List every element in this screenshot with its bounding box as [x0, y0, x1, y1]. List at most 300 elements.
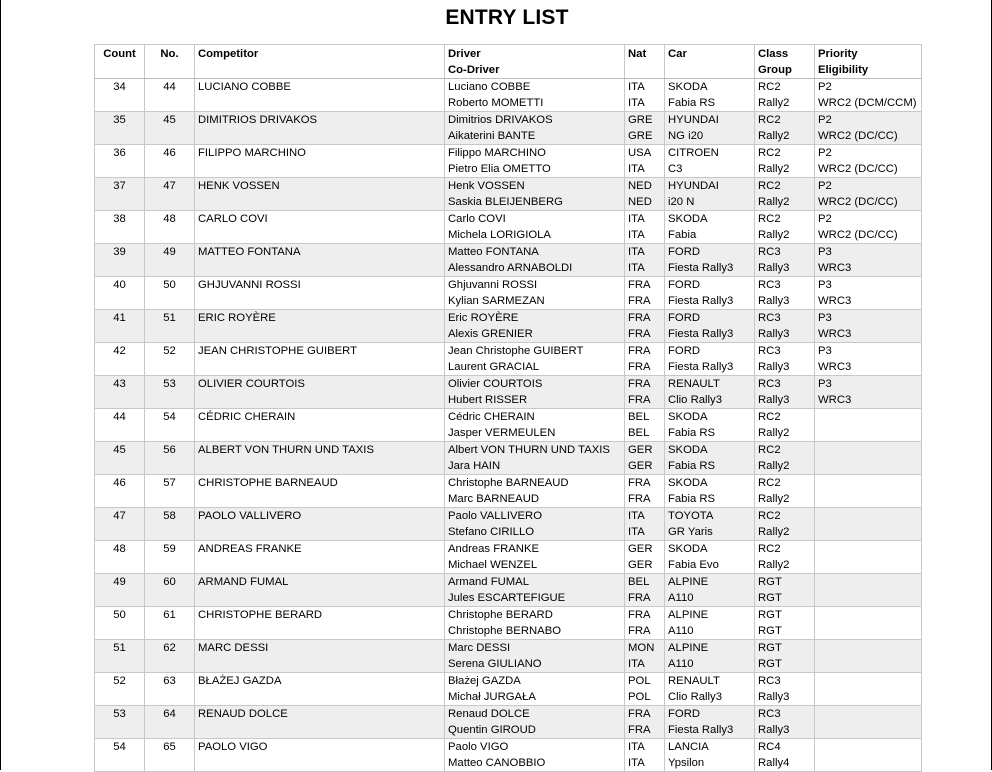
driver-nationality: FRA	[628, 477, 651, 489]
crew-cell	[445, 574, 625, 607]
number-cell	[145, 277, 195, 310]
codriver-nationality: FRA	[628, 294, 651, 307]
table-row	[95, 541, 922, 574]
competitor-name: ALBERT VON THURN UND TAXIS	[198, 444, 374, 456]
count-value: 45	[113, 444, 126, 456]
group-value: Rally2	[758, 558, 790, 571]
driver-nationality: FRA	[628, 312, 651, 324]
codriver-nationality: ITA	[628, 228, 645, 241]
codriver-nationality: BEL	[628, 426, 650, 439]
class-cell	[755, 244, 815, 277]
car-make: TOYOTA	[668, 510, 714, 522]
competitor-name: LUCIANO COBBE	[198, 81, 291, 93]
car-cell	[665, 574, 755, 607]
priority-cell	[815, 277, 922, 310]
codriver-name: Alessandro ARNABOLDI	[448, 261, 573, 274]
car-cell	[665, 310, 755, 343]
car-number: 56	[163, 444, 176, 456]
count-value: 36	[113, 147, 126, 159]
class-value: RC2	[758, 114, 781, 126]
competitor-cell	[195, 277, 445, 310]
count-value: 53	[113, 708, 126, 720]
page-title: ENTRY LIST	[445, 6, 569, 29]
driver-nationality: FRA	[628, 609, 651, 621]
group-value: Rally3	[758, 723, 790, 736]
count-value: 37	[113, 180, 126, 192]
priority-cell	[815, 508, 922, 541]
competitor-cell	[195, 343, 445, 376]
competitor-cell	[195, 673, 445, 706]
class-cell	[755, 145, 815, 178]
car-cell	[665, 739, 755, 772]
car-model: A110	[668, 624, 694, 637]
codriver-name: Laurent GRACIAL	[448, 360, 540, 373]
driver-name: Luciano COBBE	[448, 81, 531, 93]
priority-cell	[815, 145, 922, 178]
car-number: 61	[163, 609, 176, 621]
driver-nationality: FRA	[628, 378, 651, 390]
competitor-name: ANDREAS FRANKE	[198, 543, 302, 555]
codriver-nationality: ITA	[628, 162, 645, 175]
car-make: ALPINE	[668, 642, 709, 654]
car-number: 62	[163, 642, 176, 654]
priority-cell	[815, 640, 922, 673]
nat-cell	[625, 640, 665, 673]
count-cell	[95, 211, 145, 244]
driver-name: Marc DESSI	[448, 642, 511, 654]
priority-cell	[815, 211, 922, 244]
class-value: RC3	[758, 345, 781, 357]
count-cell	[95, 79, 145, 112]
nat-cell	[625, 244, 665, 277]
car-model: NG i20	[668, 129, 704, 142]
competitor-cell	[195, 640, 445, 673]
competitor-name: CHRISTOPHE BARNEAUD	[198, 477, 338, 489]
driver-nationality: GER	[628, 543, 653, 555]
driver-nationality: MON	[628, 642, 655, 654]
class-cell	[755, 706, 815, 739]
priority-cell	[815, 178, 922, 211]
class-cell	[755, 607, 815, 640]
driver-nationality: GER	[628, 444, 653, 456]
class-value: RC2	[758, 411, 781, 423]
count-value: 54	[113, 741, 126, 753]
driver-nationality: ITA	[628, 213, 645, 225]
car-cell	[665, 508, 755, 541]
group-value: Rally3	[758, 393, 790, 406]
nat-cell	[625, 442, 665, 475]
header-car: Car	[665, 45, 755, 79]
nat-cell	[625, 277, 665, 310]
competitor-name: CHRISTOPHE BERARD	[198, 609, 323, 621]
table-row	[95, 607, 922, 640]
driver-name: Błażej GAZDA	[448, 675, 521, 687]
number-cell	[145, 178, 195, 211]
class-cell	[755, 673, 815, 706]
number-cell	[145, 310, 195, 343]
competitor-cell	[195, 409, 445, 442]
count-value: 52	[113, 675, 126, 687]
header-priority-eligibility	[815, 45, 922, 79]
count-value: 40	[113, 279, 126, 291]
competitor-cell	[195, 607, 445, 640]
car-number: 59	[163, 543, 176, 555]
class-value: RC3	[758, 378, 781, 390]
driver-name: Eric ROYÈRE	[448, 312, 519, 324]
count-cell	[95, 145, 145, 178]
car-make: ALPINE	[668, 576, 709, 588]
class-cell	[755, 442, 815, 475]
codriver-nationality: NED	[628, 195, 652, 208]
car-model: Fabia	[668, 228, 697, 241]
number-cell	[145, 673, 195, 706]
codriver-nationality: ITA	[628, 657, 645, 670]
crew-cell	[445, 706, 625, 739]
driver-name: Ghjuvanni ROSSI	[448, 279, 538, 291]
header-class-group	[755, 45, 815, 79]
eligibility-value: WRC3	[818, 294, 852, 307]
driver-nationality: BEL	[628, 576, 650, 588]
number-cell	[145, 640, 195, 673]
car-model: Fiesta Rally3	[668, 360, 734, 373]
table-row	[95, 574, 922, 607]
competitor-name: HENK VOSSEN	[198, 180, 280, 192]
car-cell	[665, 541, 755, 574]
header-codriver: Co-Driver	[448, 63, 500, 76]
count-value: 43	[113, 378, 126, 390]
codriver-name: Aikaterini BANTE	[448, 129, 536, 142]
driver-nationality: FRA	[628, 708, 651, 720]
driver-name: Armand FUMAL	[448, 576, 529, 588]
number-cell	[145, 739, 195, 772]
number-cell	[145, 508, 195, 541]
driver-nationality: USA	[628, 147, 652, 159]
table-row	[95, 178, 922, 211]
crew-cell	[445, 145, 625, 178]
number-cell	[145, 706, 195, 739]
codriver-name: Jara HAIN	[448, 459, 501, 472]
car-cell	[665, 211, 755, 244]
count-cell	[95, 673, 145, 706]
group-value: RGT	[758, 591, 782, 604]
table-row	[95, 640, 922, 673]
table-header-row	[95, 45, 922, 79]
nat-cell	[625, 607, 665, 640]
eligibility-value: WRC3	[818, 393, 852, 406]
nat-cell	[625, 343, 665, 376]
number-cell	[145, 145, 195, 178]
count-value: 38	[113, 213, 126, 225]
car-cell	[665, 277, 755, 310]
count-cell	[95, 541, 145, 574]
count-cell	[95, 376, 145, 409]
count-value: 47	[113, 510, 126, 522]
codriver-name: Pietro Elia OMETTO	[448, 162, 551, 175]
class-cell	[755, 574, 815, 607]
nat-cell	[625, 409, 665, 442]
codriver-name: Michael WENZEL	[448, 558, 538, 571]
group-value: Rally3	[758, 360, 790, 373]
count-cell	[95, 409, 145, 442]
car-model: A110	[668, 657, 694, 670]
car-make: CITROEN	[668, 147, 719, 159]
eligibility-value: WRC2 (DC/CC)	[818, 195, 898, 208]
codriver-nationality: ITA	[628, 525, 645, 538]
crew-cell	[445, 376, 625, 409]
car-make: SKODA	[668, 81, 708, 93]
count-cell	[95, 607, 145, 640]
car-number: 49	[163, 246, 176, 258]
codriver-name: Michał JURGAŁA	[448, 690, 536, 703]
table-row	[95, 244, 922, 277]
priority-cell	[815, 244, 922, 277]
crew-cell	[445, 673, 625, 706]
car-cell	[665, 409, 755, 442]
count-value: 51	[113, 642, 126, 654]
table-row	[95, 277, 922, 310]
group-value: Rally2	[758, 426, 790, 439]
driver-name: Carlo COVI	[448, 213, 506, 225]
nat-cell	[625, 706, 665, 739]
car-model: Clio Rally3	[668, 393, 722, 406]
class-cell	[755, 79, 815, 112]
class-cell	[755, 409, 815, 442]
group-value: Rally2	[758, 129, 790, 142]
competitor-name: CÉDRIC CHERAIN	[198, 411, 296, 423]
codriver-nationality: FRA	[628, 624, 651, 637]
driver-nationality: NED	[628, 180, 652, 192]
group-value: Rally3	[758, 327, 790, 340]
car-model: Fabia RS	[668, 426, 716, 439]
table-row	[95, 343, 922, 376]
driver-name: Christophe BARNEAUD	[448, 477, 569, 489]
codriver-nationality: FRA	[628, 360, 651, 373]
priority-cell	[815, 706, 922, 739]
car-number: 65	[163, 741, 176, 753]
car-make: FORD	[668, 246, 701, 258]
nat-cell	[625, 145, 665, 178]
competitor-name: GHJUVANNI ROSSI	[198, 279, 301, 291]
priority-value: P3	[818, 246, 832, 258]
driver-name: Paolo VIGO	[448, 741, 509, 753]
group-value: Rally2	[758, 228, 790, 241]
competitor-name: FILIPPO MARCHINO	[198, 147, 306, 159]
driver-name: Jean Christophe GUIBERT	[448, 345, 584, 357]
priority-cell	[815, 310, 922, 343]
class-cell	[755, 112, 815, 145]
priority-cell	[815, 673, 922, 706]
codriver-name: Christophe BERNABO	[448, 624, 562, 637]
car-number: 64	[163, 708, 176, 720]
car-model: Ypsilon	[668, 756, 705, 769]
table-row	[95, 739, 922, 772]
table-row	[95, 442, 922, 475]
nat-cell	[625, 376, 665, 409]
eligibility-value: WRC2 (DC/CC)	[818, 129, 898, 142]
codriver-name: Roberto MOMETTI	[448, 96, 544, 109]
car-number: 53	[163, 378, 176, 390]
crew-cell	[445, 475, 625, 508]
competitor-cell	[195, 178, 445, 211]
codriver-nationality: FRA	[628, 492, 651, 505]
codriver-nationality: FRA	[628, 591, 651, 604]
table-row	[95, 112, 922, 145]
class-value: RC2	[758, 543, 781, 555]
codriver-name: Serena GIULIANO	[448, 657, 542, 670]
codriver-nationality: POL	[628, 690, 651, 703]
car-model: Fiesta Rally3	[668, 261, 734, 274]
car-number: 57	[163, 477, 176, 489]
crew-cell	[445, 640, 625, 673]
crew-cell	[445, 112, 625, 145]
priority-cell	[815, 475, 922, 508]
car-model: A110	[668, 591, 694, 604]
count-value: 48	[113, 543, 126, 555]
class-cell	[755, 343, 815, 376]
count-value: 39	[113, 246, 126, 258]
competitor-cell	[195, 376, 445, 409]
count-value: 49	[113, 576, 126, 588]
class-value: RC2	[758, 477, 781, 489]
table-row	[95, 376, 922, 409]
nat-cell	[625, 112, 665, 145]
competitor-name: MARC DESSI	[198, 642, 269, 654]
car-make: SKODA	[668, 543, 708, 555]
car-number: 48	[163, 213, 176, 225]
codriver-name: Hubert RISSER	[448, 393, 528, 406]
driver-name: Paolo VALLIVERO	[448, 510, 542, 522]
driver-nationality: GRE	[628, 114, 653, 126]
eligibility-value: WRC2 (DCM/CCM)	[818, 96, 917, 109]
count-cell	[95, 574, 145, 607]
codriver-nationality: FRA	[628, 723, 651, 736]
eligibility-value: WRC2 (DC/CC)	[818, 162, 898, 175]
competitor-cell	[195, 574, 445, 607]
count-value: 35	[113, 114, 126, 126]
header-nat: Nat	[625, 45, 665, 79]
priority-value: P2	[818, 147, 832, 159]
priority-value: P2	[818, 81, 832, 93]
crew-cell	[445, 244, 625, 277]
codriver-nationality: ITA	[628, 756, 645, 769]
count-cell	[95, 112, 145, 145]
priority-cell	[815, 574, 922, 607]
group-value: Rally2	[758, 96, 790, 109]
class-value: RC2	[758, 147, 781, 159]
car-cell	[665, 706, 755, 739]
crew-cell	[445, 739, 625, 772]
car-make: FORD	[668, 279, 701, 291]
driver-nationality: FRA	[628, 345, 651, 357]
count-cell	[95, 508, 145, 541]
priority-value: P3	[818, 279, 832, 291]
count-cell	[95, 739, 145, 772]
nat-cell	[625, 673, 665, 706]
driver-nationality: POL	[628, 675, 651, 687]
header-driver-codriver	[445, 45, 625, 79]
car-model: Fiesta Rally3	[668, 294, 734, 307]
class-cell	[755, 475, 815, 508]
driver-name: Cédric CHERAIN	[448, 411, 535, 423]
count-value: 50	[113, 609, 126, 621]
driver-name: Henk VOSSEN	[448, 180, 525, 192]
header-group: Group	[758, 63, 792, 76]
eligibility-value: WRC3	[818, 360, 852, 373]
codriver-name: Marc BARNEAUD	[448, 492, 540, 505]
competitor-name: RENAUD DOLCE	[198, 708, 288, 720]
entry-list-table	[94, 44, 922, 772]
car-number: 44	[163, 81, 176, 93]
car-cell	[665, 607, 755, 640]
class-cell	[755, 508, 815, 541]
nat-cell	[625, 79, 665, 112]
crew-cell	[445, 508, 625, 541]
codriver-name: Alexis GRENIER	[448, 327, 533, 340]
car-model: Fabia Evo	[668, 558, 719, 571]
car-cell	[665, 244, 755, 277]
crew-cell	[445, 277, 625, 310]
priority-value: P3	[818, 345, 832, 357]
class-cell	[755, 541, 815, 574]
crew-cell	[445, 607, 625, 640]
car-make: SKODA	[668, 477, 708, 489]
table-row	[95, 706, 922, 739]
priority-value: P2	[818, 213, 832, 225]
class-value: RC2	[758, 510, 781, 522]
codriver-nationality: GER	[628, 558, 653, 571]
number-cell	[145, 79, 195, 112]
header-number: No.	[145, 45, 195, 79]
crew-cell	[445, 178, 625, 211]
car-cell	[665, 376, 755, 409]
count-value: 41	[113, 312, 126, 324]
competitor-cell	[195, 79, 445, 112]
group-value: Rally2	[758, 162, 790, 175]
nat-cell	[625, 574, 665, 607]
crew-cell	[445, 409, 625, 442]
competitor-name: DIMITRIOS DRIVAKOS	[198, 114, 318, 126]
group-value: Rally2	[758, 459, 790, 472]
codriver-nationality: FRA	[628, 393, 651, 406]
codriver-nationality: ITA	[628, 96, 645, 109]
crew-cell	[445, 343, 625, 376]
car-cell	[665, 475, 755, 508]
count-value: 42	[113, 345, 126, 357]
header-count: Count	[95, 45, 145, 79]
count-cell	[95, 706, 145, 739]
competitor-name: ARMAND FUMAL	[198, 576, 289, 588]
car-make: FORD	[668, 312, 701, 324]
competitor-name: PAOLO VALLIVERO	[198, 510, 302, 522]
count-value: 46	[113, 477, 126, 489]
codriver-name: Michela LORIGIOLA	[448, 228, 551, 241]
car-make: SKODA	[668, 213, 708, 225]
number-cell	[145, 475, 195, 508]
competitor-cell	[195, 310, 445, 343]
crew-cell	[445, 442, 625, 475]
codriver-name: Jasper VERMEULEN	[448, 426, 556, 439]
class-value: RC3	[758, 708, 781, 720]
number-cell	[145, 541, 195, 574]
priority-cell	[815, 376, 922, 409]
priority-cell	[815, 607, 922, 640]
driver-nationality: ITA	[628, 510, 645, 522]
car-number: 45	[163, 114, 176, 126]
car-make: LANCIA	[668, 741, 709, 753]
car-number: 52	[163, 345, 176, 357]
driver-name: Filippo MARCHINO	[448, 147, 546, 159]
number-cell	[145, 376, 195, 409]
